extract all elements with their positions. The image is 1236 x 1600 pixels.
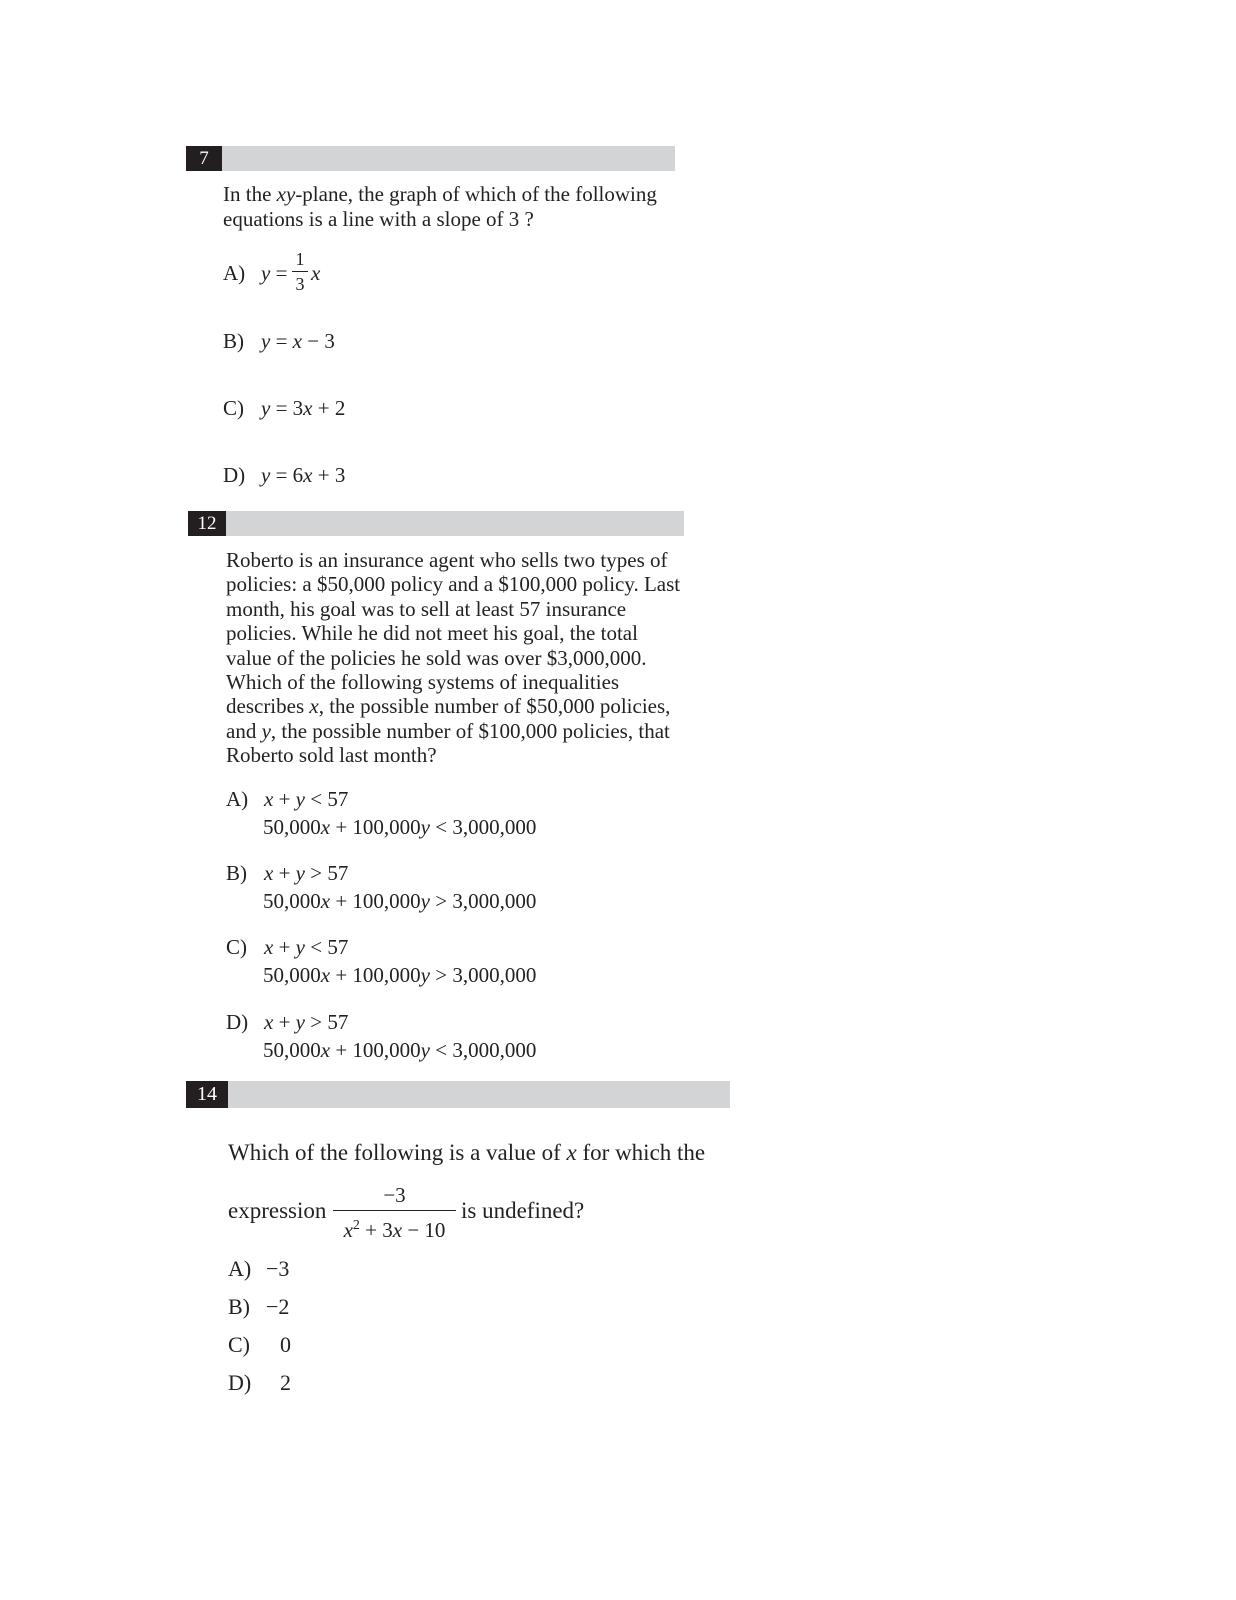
- q7-choice-c[interactable]: C) y = 3x + 2: [223, 396, 346, 420]
- q7-stem-line1: In the xy-plane, the graph of which of the following: [223, 182, 657, 206]
- q14-choice-c[interactable]: C) 0: [228, 1332, 291, 1357]
- q14-fraction: [333, 1183, 456, 1242]
- q7-choice-d[interactable]: D) y = 6x + 3: [223, 463, 346, 487]
- q12-stem-line7: describes x, the possible number of $50,000 policies,: [226, 694, 671, 718]
- q14-choice-b[interactable]: B) −2: [228, 1294, 290, 1319]
- q12-stem-line2: policies: a $50,000 policy and a $100,000 policy. Last: [226, 572, 681, 596]
- q12-choice-c[interactable]: C) x + y < 57: [226, 935, 349, 959]
- q14-fraction-denominator: $x^2 + 3x - 10$: [343, 1218, 446, 1242]
- q12-header-bar: [188, 511, 684, 536]
- q7-choice-b[interactable]: B) y = x − 3: [223, 329, 335, 353]
- q12-number-badge: 12: [188, 511, 226, 536]
- q7-choice-a-fraction: 1 3: [292, 248, 308, 295]
- q7-number-badge: 7: [186, 146, 222, 171]
- q14-suffix: is undefined?: [461, 1198, 585, 1223]
- q14-header-bar: [186, 1081, 730, 1108]
- q14-choice-a[interactable]: A) −3: [228, 1256, 290, 1281]
- q14-fraction-numerator: −3: [383, 1183, 406, 1207]
- q14-expression-word: expression: [228, 1198, 327, 1223]
- q12-stem-line9: Roberto sold last month?: [226, 743, 437, 767]
- q12-choice-b-line2: 50,000x + 100,000y > 3,000,000: [263, 889, 537, 913]
- q7-choice-a-var: x: [311, 261, 321, 285]
- q12-choice-a-line2: 50,000x + 100,000y < 3,000,000: [263, 815, 537, 839]
- q12-choice-a[interactable]: A) x + y < 57: [226, 787, 349, 811]
- q14-number-badge: 14: [186, 1081, 228, 1108]
- q12-stem-line5: value of the policies he sold was over $3,000,000.: [226, 646, 647, 670]
- q12-stem-line6: Which of the following systems of inequalities: [226, 670, 620, 694]
- q14-choice-d[interactable]: D) 2: [228, 1370, 291, 1395]
- q12-stem-line8: and y, the possible number of $100,000 policies, that: [226, 719, 670, 743]
- q12-choice-d[interactable]: D) x + y > 57: [226, 1010, 349, 1034]
- q7-choice-a[interactable]: A) y =: [223, 261, 288, 285]
- q12-choice-d-line2: 50,000x + 100,000y < 3,000,000: [263, 1038, 537, 1062]
- q14-stem-line1: Which of the following is a value of x for which the: [228, 1140, 706, 1165]
- q12-stem-line1: Roberto is an insurance agent who sells two types of: [226, 548, 668, 572]
- q7-header-bar: [186, 146, 675, 171]
- q12-stem-line4: policies. While he did not meet his goal, the total: [226, 621, 638, 645]
- q12-choice-b[interactable]: B) x + y > 57: [226, 861, 349, 885]
- q7-stem-line2: equations is a line with a slope of 3 ?: [223, 207, 534, 231]
- q12-choice-c-line2: 50,000x + 100,000y > 3,000,000: [263, 963, 537, 987]
- q12-stem-line3: month, his goal was to sell at least 57 insurance: [226, 597, 627, 621]
- q7-choice-a-letter: A): [223, 261, 246, 285]
